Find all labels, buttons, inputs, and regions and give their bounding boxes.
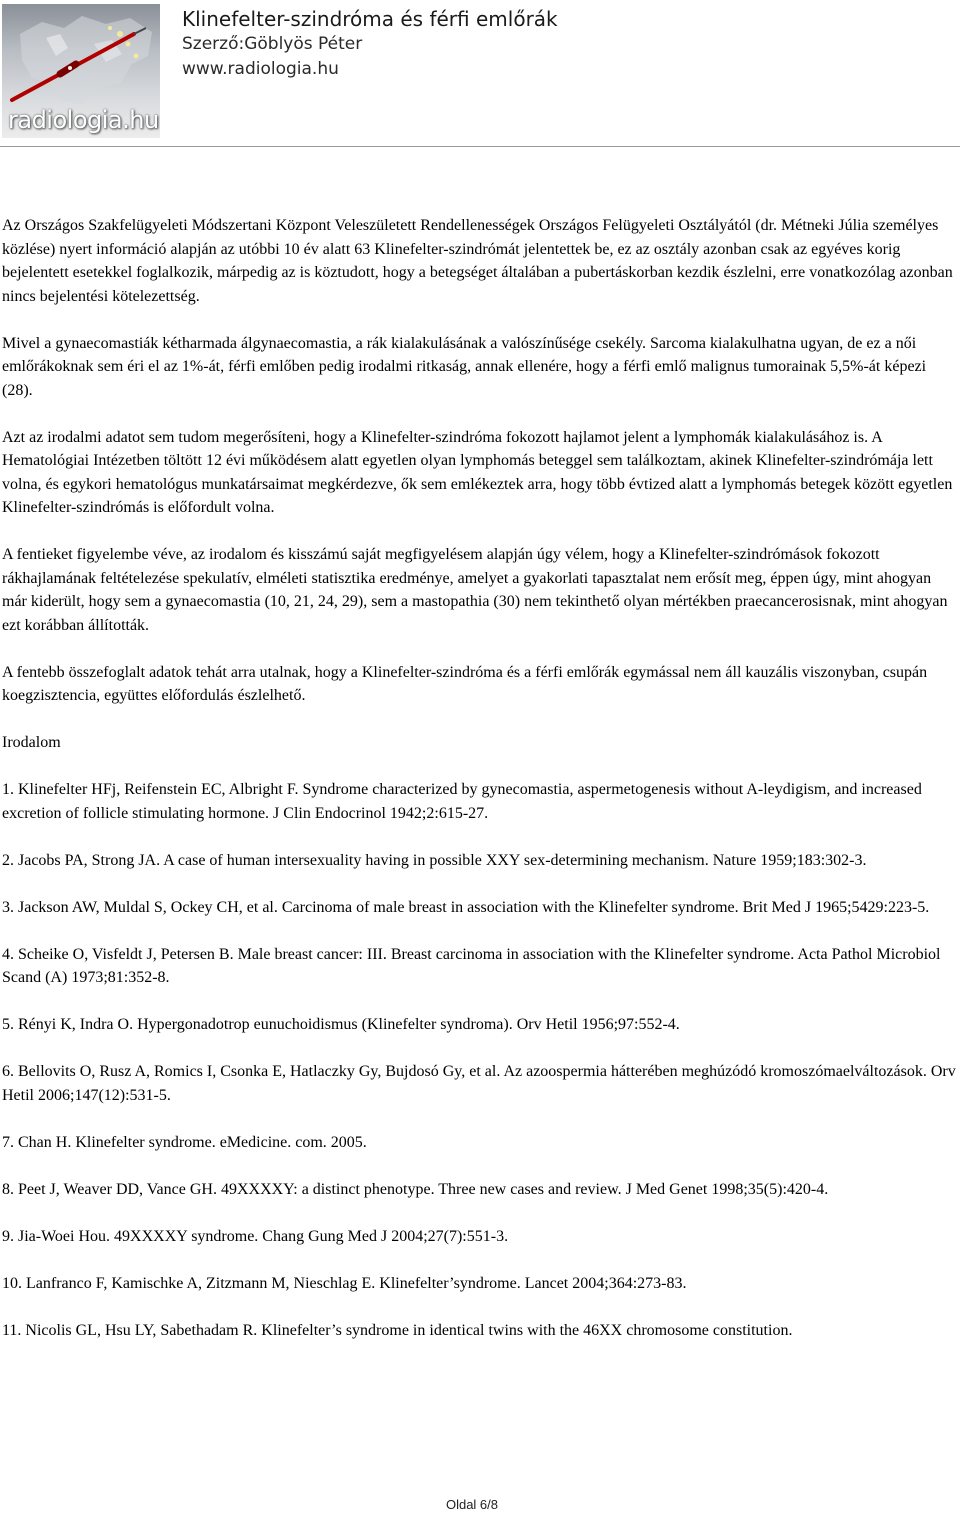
reference-item: 10. Lanfranco F, Kamischke A, Zitzmann M, Nieschlag E. Klinefelter’syndrome. Lancet 2004;364:273-83. xyxy=(2,1274,687,1292)
header-text-block xyxy=(182,6,558,82)
paragraph: A fentieket figyelembe véve, az irodalom és kisszámú saját megfigyelésem alapján úgy vélem, hogy a Klinefelter-szindrómások fokozott rákhajlamának feltételezése spekulatív, elméleti statisztika eredménye, amelyet a gyakorlati tapasztalat nem erősít meg, éppen úgy, mint ahogyan már kiderült, hogy sem a gynaecomastia (10, 21, 24, 29), sem a mastopathia (30) nem tekinthető olyan mértékben praecancerosisnak, mint ahogyan ezt korábban állították. xyxy=(2,546,948,634)
page-header xyxy=(0,0,960,150)
reference-item: 9. Jia-Woei Hou. 49XXXXY syndrome. Chang Gung Med J 2004;27(7):551-3. xyxy=(2,1227,509,1245)
logo-text: radiologia.hu xyxy=(8,106,159,134)
paragraph: Az Országos Szakfelügyeleti Módszertani Központ Veleszületett Rendellenességek Országos Felügyeleti Osztályától (dr. Métneki Júlia személyes közlése) nyert információ alapján az utóbbi 10 év alatt 63 Klinefelter-szindrómát jelentettek be, ez az osztály azonban csak az egyéves korig bejelentett esetekkel foglalkozik, márpedig az is köztudott, hogy a betegséget általában a pubertáskorban kezdik észlelni, erre vonatkozólag azonban nincs bejelentési kötelezettség. xyxy=(2,217,953,305)
reference-item: 3. Jackson AW, Muldal S, Ockey CH, et al. Carcinoma of male breast in association with the Klinefelter syndrome. Brit Med J 1965;5429:223-5. xyxy=(2,898,930,916)
article-body xyxy=(2,214,958,1366)
reference-item: 1. Klinefelter HFj, Reifenstein EC, Albright F. Syndrome characterized by gynecomastia, aspermetogenesis without A-leydigism, and increased excretion of follicle stimulating hormone. J Clin Endocrinol 1942;2:615-27. xyxy=(2,781,922,822)
reference-item: 6. Bellovits O, Rusz A, Romics I, Csonka E, Hatlaczky Gy, Bujdosó Gy, et al. Az azoospermia hátterében meghúzódó kromoszómaelváltozások. Orv Hetil 2006;147(12):531-5. xyxy=(2,1063,956,1104)
radiologia-logo[interactable] xyxy=(2,4,160,138)
author-line: Szerző:Göblyös Péter xyxy=(182,34,363,54)
header-divider xyxy=(0,146,960,147)
paragraph: Azt az irodalmi adatot sem tudom megerősíteni, hogy a Klinefelter-szindróma fokozott hajlamot jelent a lymphomák kialakulásához is. A Hematológiai Intézetben töltött 12 évi működésem alatt egyetlen olyan lymphomás beteggel sem találkoztam, akinek Klinefelter-szindrómája lett volna, és egykori hematológus munkatársaimat megkérdezve, ők sem emlékeztek arra, hogy több évtized alatt a lymphomás betegek között egyetlen Klinefelter-szindrómás is előfordult volna. xyxy=(2,428,953,516)
paragraph: Mivel a gynaecomastiák kétharmada álgynaecomastia, a rák kialakulásának a valószínűsége csekély. Sarcoma kialakulhatna ugyan, de ez a női emlőrákoknak sem éri el az 1%-át, férfi emlőben pedig irodalmi ritkaság, annak ellenére, hogy a férfi emlő malignus tumorainak 5,5%-át képezi (28). xyxy=(2,334,927,399)
reference-item: 4. Scheike O, Visfeldt J, Petersen B. Male breast cancer: III. Breast carcinoma in association with the Klinefelter syndrome. Acta Pathol Microbiol Scand (A) 1973;81:352-8. xyxy=(2,945,941,986)
website-link[interactable]: www.radiologia.hu xyxy=(182,59,339,79)
page-number: Oldal 6/8 xyxy=(445,1497,499,1512)
paragraph: A fentebb összefoglalt adatok tehát arra utalnak, hogy a Klinefelter-szindróma és a férfi emlőrák egymással nem áll kauzális viszonyban, csupán koegzisztencia, együttes előfordulás észlelhető. xyxy=(2,663,928,704)
reference-item: 7. Chan H. Klinefelter syndrome. eMedicine. com. 2005. xyxy=(2,1133,367,1151)
reference-list xyxy=(2,778,958,1342)
reference-item: 2. Jacobs PA, Strong JA. A case of human intersexuality having in possible XXY sex-determining mechanism. Nature 1959;183:302-3. xyxy=(2,851,867,869)
reference-item: 5. Rényi K, Indra O. Hypergonadotrop eunuchoidismus (Klinefelter syndroma). Orv Hetil 1956;97:552-4. xyxy=(2,1016,680,1033)
reference-item: 11. Nicolis GL, Hsu LY, Sabethadam R. Klinefelter’s syndrome in identical twins with the 46XX chromosome constitution. xyxy=(2,1321,793,1339)
references-heading: Irodalom xyxy=(2,734,61,751)
page-title: Klinefelter-szindróma és férfi emlőrák xyxy=(182,7,558,31)
reference-item: 8. Peet J, Weaver DD, Vance GH. 49XXXXY: a distinct phenotype. Three new cases and review. J Med Genet 1998;35(5):420-4. xyxy=(2,1180,829,1198)
